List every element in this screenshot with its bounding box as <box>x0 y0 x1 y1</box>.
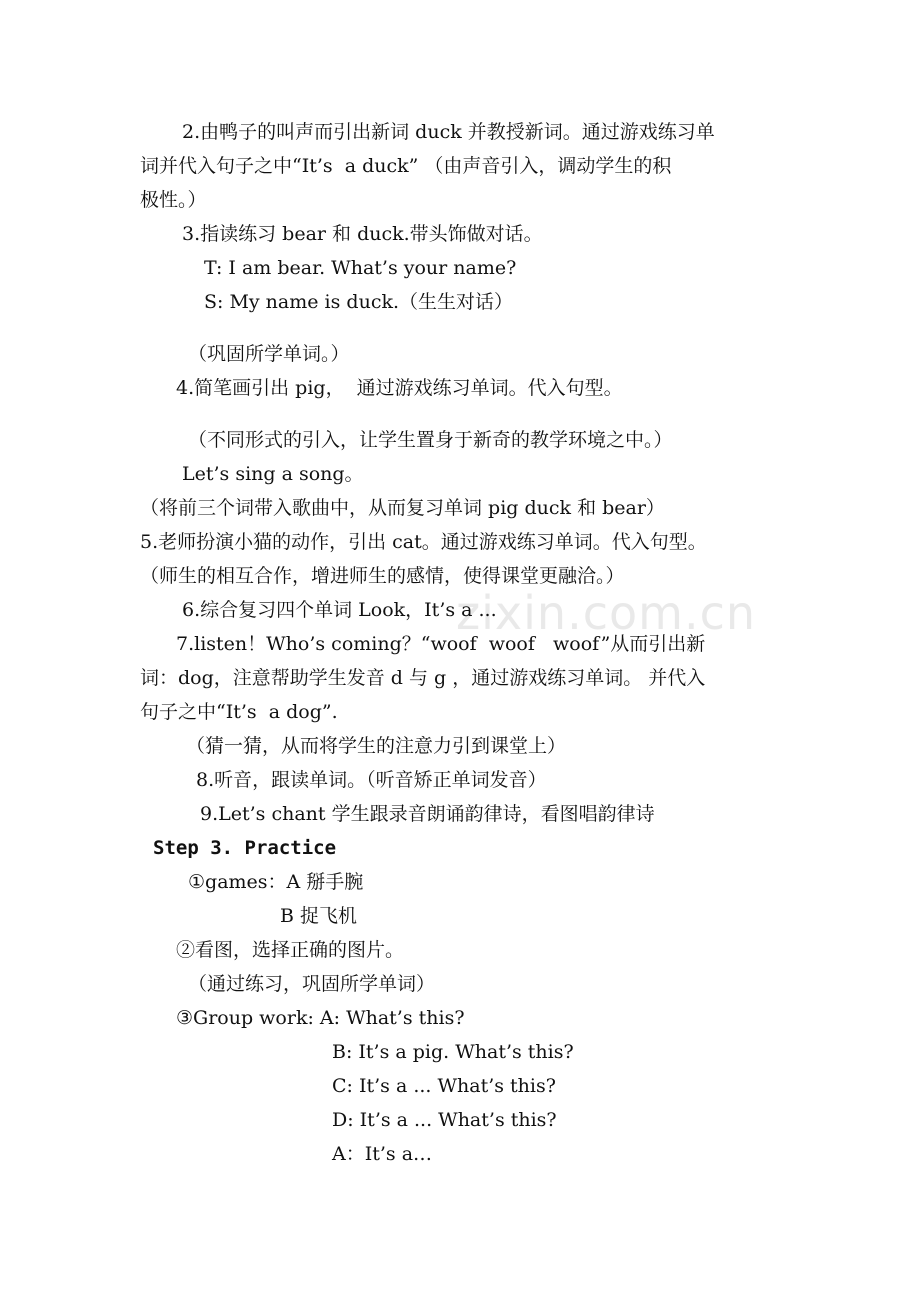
text-line: ②看图，选择正确的图片。 <box>176 939 405 961</box>
text-line: （通过练习，巩固所学单词） <box>188 973 436 995</box>
text-line: ③Group work: A: What’s this? <box>176 1007 465 1029</box>
text-line: 句子之中“It’s a dog”. <box>140 701 338 723</box>
text-line: （不同形式的引入，让学生置身于新奇的教学环境之中。） <box>188 429 673 451</box>
text-line: Let’s sing a song。 <box>182 463 364 485</box>
text-line: T: I am bear. What’s your name? <box>204 257 517 279</box>
text-line: B 捉飞机 <box>280 905 358 927</box>
text-line: 6.综合复习四个单词 Look，It’s a ... <box>182 599 497 621</box>
text-line: （师生的相互合作，增进师生的感情，使得课堂更融洽。） <box>140 565 625 587</box>
text-line: 4.简笔画引出 pig， 通过游戏练习单词。代入句型。 <box>176 377 623 399</box>
text-line: A：It’s a… <box>332 1143 433 1165</box>
text-line: 7.listen！Who’s coming？“woof woof woof”从而引出新 <box>176 633 706 655</box>
text-line: 词：dog，注意帮助学生发音 d 与 g ，通过游戏练习单词。 并代入 <box>140 667 706 689</box>
text-line: 9.Let’s chant 学生跟录音朗诵韵律诗，看图唱韵律诗 <box>200 803 655 825</box>
text-line: 3.指读练习 bear 和 duck.带头饰做对话。 <box>182 223 543 245</box>
text-line: 极性。） <box>140 189 207 211</box>
text-line: ①games：A 掰手腕 <box>188 871 364 893</box>
text-line: （巩固所学单词。） <box>188 343 350 365</box>
text-line: 5.老师扮演小猫的动作，引出 cat。通过游戏练习单词。代入句型。 <box>140 531 707 553</box>
section-heading: Step 3. Practice <box>153 837 337 859</box>
text-line: （猜一猜，从而将学生的注意力引到课堂上） <box>186 735 567 757</box>
text-line: D: It’s a ... What’s this? <box>332 1109 557 1131</box>
text-line: 8.听音，跟读单词。（听音矫正单词发音） <box>196 769 547 791</box>
text-line: （将前三个词带入歌曲中，从而复习单词 pig duck 和 bear） <box>140 497 665 519</box>
text-line: S: My name is duck.（生生对话） <box>204 291 514 313</box>
text-line: 词并代入句子之中“It’s a duck” （由声音引入，调动学生的积 <box>140 155 672 177</box>
watermark: zixin.com.cn <box>456 586 757 640</box>
text-line: C: It’s a ... What’s this? <box>332 1075 556 1097</box>
text-line: B: It’s a pig. What’s this? <box>332 1041 574 1063</box>
text-line: 2.由鸭子的叫声而引出新词 duck 并教授新词。通过游戏练习单 <box>182 121 715 143</box>
